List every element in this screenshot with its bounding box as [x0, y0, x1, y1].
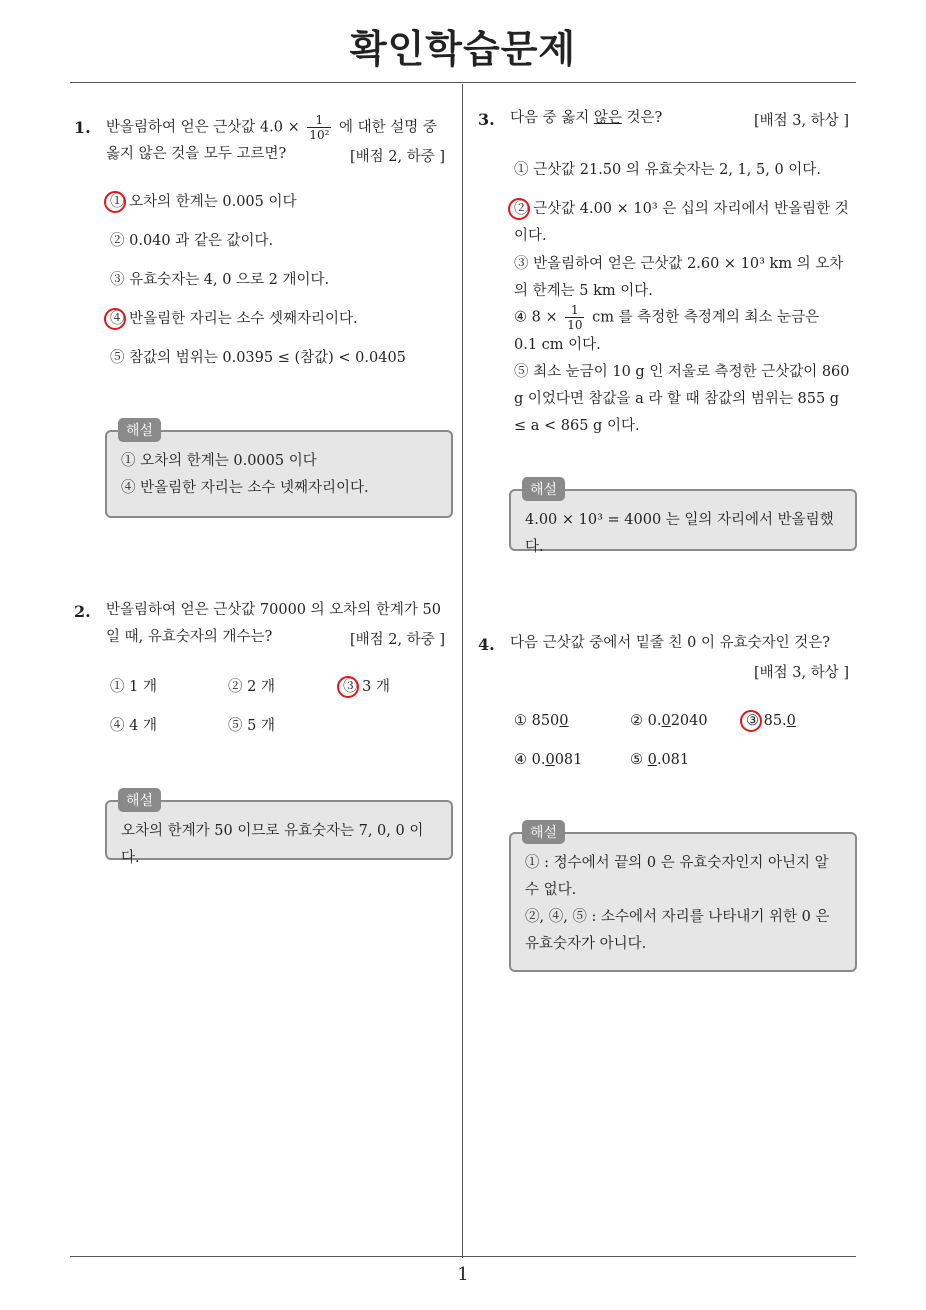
- question-text-line2: 옳지 않은 것을 모두 고르면?: [106, 146, 287, 162]
- answer-circle-mark: [104, 308, 126, 330]
- option-3[interactable]: ③ 85.0: [746, 713, 796, 729]
- question-number: 4.: [478, 635, 495, 654]
- fraction: $\frac{1}{\text{10²}}$: [309, 113, 330, 142]
- question-text: [106, 113, 456, 142]
- question-number: 1.: [74, 118, 91, 137]
- option-1[interactable]: ① 오차의 한계는 0.005 이다: [110, 194, 297, 210]
- question-number: 3.: [478, 110, 495, 129]
- page-title: 확인학습문제: [349, 27, 577, 71]
- explanation-box: [509, 832, 857, 972]
- explanation-line: ① : 정수에서 끝의 0 은 유효숫자인지 아닌지 알 수 없다.: [525, 855, 829, 898]
- explanation-line: ④ 반올림한 자리는 소수 넷째자리이다.: [121, 480, 369, 496]
- option-3[interactable]: ③ 반올림하여 얻은 근삿값 2.60 × 10³ km 의 오차의 한계는 5 km 이다.: [514, 256, 844, 299]
- option-4[interactable]: ④ 반올림한 자리는 소수 셋째자리이다.: [110, 311, 358, 327]
- answer-circle-mark: [740, 710, 762, 732]
- option-2[interactable]: ② 2 개: [228, 679, 275, 695]
- option-1[interactable]: ① 8500: [514, 713, 569, 729]
- option-4[interactable]: ④ 0.0081: [514, 752, 583, 768]
- explanation-tag: 해설: [522, 820, 565, 844]
- bottom-rule: [70, 1256, 856, 1257]
- explanation-line: ① 오차의 한계는 0.0005 이다: [121, 453, 317, 469]
- score-label: [배점 2, 하중 ]: [350, 149, 446, 165]
- underlined-word: 않은: [593, 110, 622, 126]
- question-text-part: 반올림하여 얻은 근삿값 4.0 ×: [106, 119, 300, 136]
- answer-circle-mark: [508, 198, 530, 220]
- score-label: [배점 3, 하상 ]: [754, 113, 850, 129]
- question-text: 반올림하여 얻은 근삿값 70000 의 오차의 한계가 50: [106, 602, 441, 618]
- question-text: 다음 근삿값 중에서 밑줄 친 0 이 유효숫자인 것은?: [510, 635, 831, 651]
- explanation-line: 오차의 한계가 50 이므로 유효숫자는 7, 0, 0 이다.: [121, 823, 424, 866]
- option-3[interactable]: ③ 유효숫자는 4, 0 으로 2 개이다.: [110, 272, 330, 288]
- option-2[interactable]: ② 0.02040: [630, 713, 708, 729]
- explanation-box: [105, 430, 453, 518]
- explanation-tag: 해설: [118, 788, 161, 812]
- question-text-line2: 일 때, 유효숫자의 개수는?: [106, 629, 273, 645]
- top-rule: [70, 82, 856, 83]
- column-divider: [462, 84, 463, 1258]
- option-5[interactable]: ⑤ 0.081: [630, 752, 690, 768]
- option-2[interactable]: ② 0.040 과 같은 값이다.: [110, 233, 274, 249]
- option-4[interactable]: ④ 4 개: [110, 718, 157, 734]
- option-5[interactable]: ⑤ 5 개: [228, 718, 275, 734]
- explanation-tag: 해설: [118, 418, 161, 442]
- option-2[interactable]: ② 근삿값 4.00 × 10³ 은 십의 자리에서 반올림한 것이다.: [514, 201, 849, 244]
- question-number: 2.: [74, 602, 91, 621]
- answer-circle-mark: [104, 191, 126, 213]
- score-label: [배점 2, 하중 ]: [350, 632, 446, 648]
- question-text: 다음 중 옳지 않은 것은?: [510, 110, 663, 126]
- option-5[interactable]: ⑤ 최소 눈금이 10 g 인 저울로 측정한 근삿값이 860 g 이었다면 참값을 a 라 할 때 참값의 범위는 855 g ≤ a < 865 g 이다.: [514, 364, 850, 434]
- question-text-part: 에 대한 설명 중: [339, 119, 437, 136]
- explanation-line: ②, ④, ⑤ : 소수에서 자리를 나타내기 위한 0 은 유효숫자가 아니다.: [525, 909, 830, 952]
- option-5[interactable]: ⑤ 참값의 범위는 0.0395 ≤ (참값) < 0.0405: [110, 350, 406, 366]
- option-1[interactable]: ① 1 개: [110, 679, 157, 695]
- explanation-tag: 해설: [522, 477, 565, 501]
- page-number: 1: [457, 1264, 469, 1285]
- option-4[interactable]: ④ 8 × $\frac{1}{10}$ cm 를 측정한 측정계의 최소 눈금은 0.1 cm 이다.: [514, 303, 820, 353]
- fraction: $\frac{1}{10}$: [567, 303, 583, 332]
- score-label: [배점 3, 하상 ]: [754, 665, 850, 681]
- explanation-line: 4.00 × 10³ = 4000 는 일의 자리에서 반올림했다.: [525, 512, 834, 555]
- option-1[interactable]: ① 근삿값 21.50 의 유효숫자는 2, 1, 5, 0 이다.: [514, 162, 821, 178]
- answer-circle-mark: [337, 676, 359, 698]
- option-3[interactable]: ③ 3 개: [343, 679, 390, 695]
